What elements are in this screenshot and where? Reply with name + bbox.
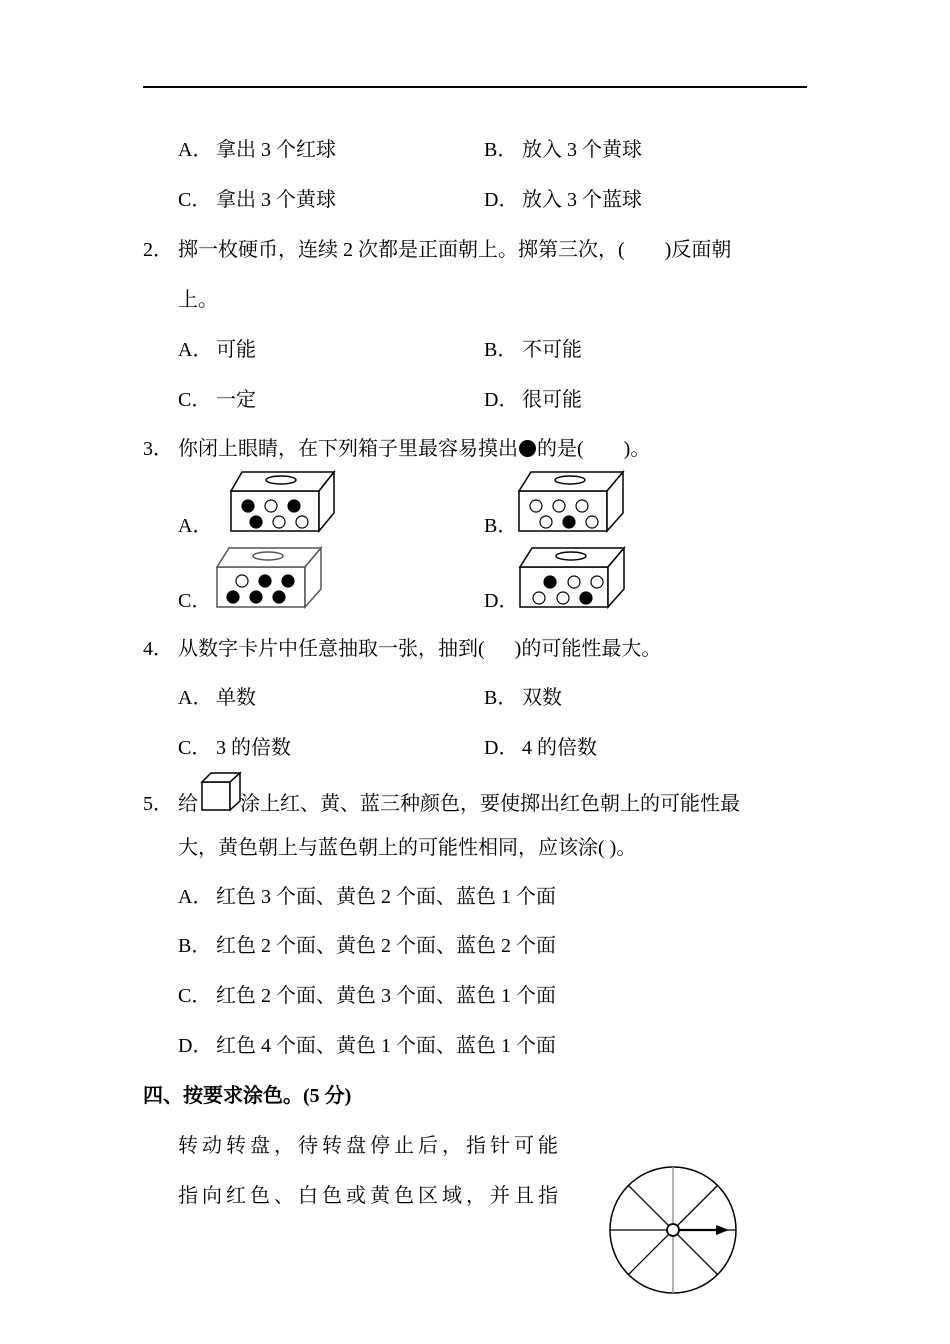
q5-stem: 5． 给 涂上红、黄、蓝三种颜色，要使掷出红色朝上的可能性最 [143, 793, 740, 815]
q5-stem-line2: 大，黄色朝上与蓝色朝上的可能性相同，应该涂( )。 [178, 837, 637, 859]
q1-option-d[interactable]: D． 放入 3 个蓝球 [484, 189, 642, 211]
q5-option-a[interactable]: A． 红色 3 个面、黄色 2 个面、蓝色 1 个面 [178, 886, 556, 908]
black-ball-icon [519, 440, 536, 457]
q2-stem: 2． 掷一枚硬币，连续 2 次都是正面朝上。掷第三次，( )反面朝 [143, 239, 732, 261]
q2-option-c[interactable]: C． 一定 [178, 389, 256, 411]
q2-option-b[interactable]: B． 不可能 [484, 339, 582, 361]
section4-text-line2: 指向红色、白色或黄色区域，并且指 [178, 1185, 562, 1207]
q3-option-c-label[interactable]: C． [178, 590, 212, 612]
q5-option-d[interactable]: D． 红色 4 个面、黄色 1 个面、蓝色 1 个面 [178, 1035, 556, 1057]
header-rule [143, 86, 807, 88]
spinner-icon [608, 1165, 740, 1297]
q2-option-d[interactable]: D． 很可能 [484, 389, 582, 411]
q1-option-b[interactable]: B． 放入 3 个黄球 [484, 139, 642, 161]
q4-stem: 4． 从数字卡片中任意抽取一张，抽到( )的可能性最大。 [143, 638, 662, 660]
section4-text-line1: 转动转盘，待转盘停止后，指针可能 [178, 1135, 562, 1157]
q3-option-b-label[interactable]: B． [484, 515, 518, 537]
section4-heading: 四、按要求涂色。(5 分) [143, 1085, 352, 1107]
box-c-icon [215, 547, 325, 609]
q4-number: 4． [143, 638, 173, 660]
q2-option-a[interactable]: A． 可能 [178, 339, 256, 361]
box-b-icon [517, 471, 627, 533]
box-d-icon [518, 547, 628, 609]
q4-option-b[interactable]: B． 双数 [484, 687, 562, 709]
q1-option-c[interactable]: C． 拿出 3 个黄球 [178, 189, 336, 211]
q3-stem: 3． 你闭上眼睛，在下列箱子里最容易摸出 的是( )。 [143, 438, 651, 460]
q3-option-d-label[interactable]: D． [484, 590, 519, 612]
q5-option-b[interactable]: B． 红色 2 个面、黄色 2 个面、蓝色 2 个面 [178, 935, 556, 957]
q4-option-a[interactable]: A． 单数 [178, 687, 256, 709]
cube-icon [201, 772, 243, 812]
q4-option-d[interactable]: D． 4 的倍数 [484, 737, 597, 759]
box-a-icon [230, 471, 338, 533]
q3-number: 3． [143, 438, 173, 460]
q2-number: 2． [143, 239, 173, 261]
q4-option-c[interactable]: C． 3 的倍数 [178, 737, 291, 759]
q2-stem-line2: 上。 [178, 289, 218, 311]
q3-option-a-label[interactable]: A． [178, 515, 213, 537]
q5-option-c[interactable]: C． 红色 2 个面、黄色 3 个面、蓝色 1 个面 [178, 985, 556, 1007]
q1-option-a[interactable]: A． 拿出 3 个红球 [178, 139, 336, 161]
q5-number: 5． [143, 793, 173, 815]
